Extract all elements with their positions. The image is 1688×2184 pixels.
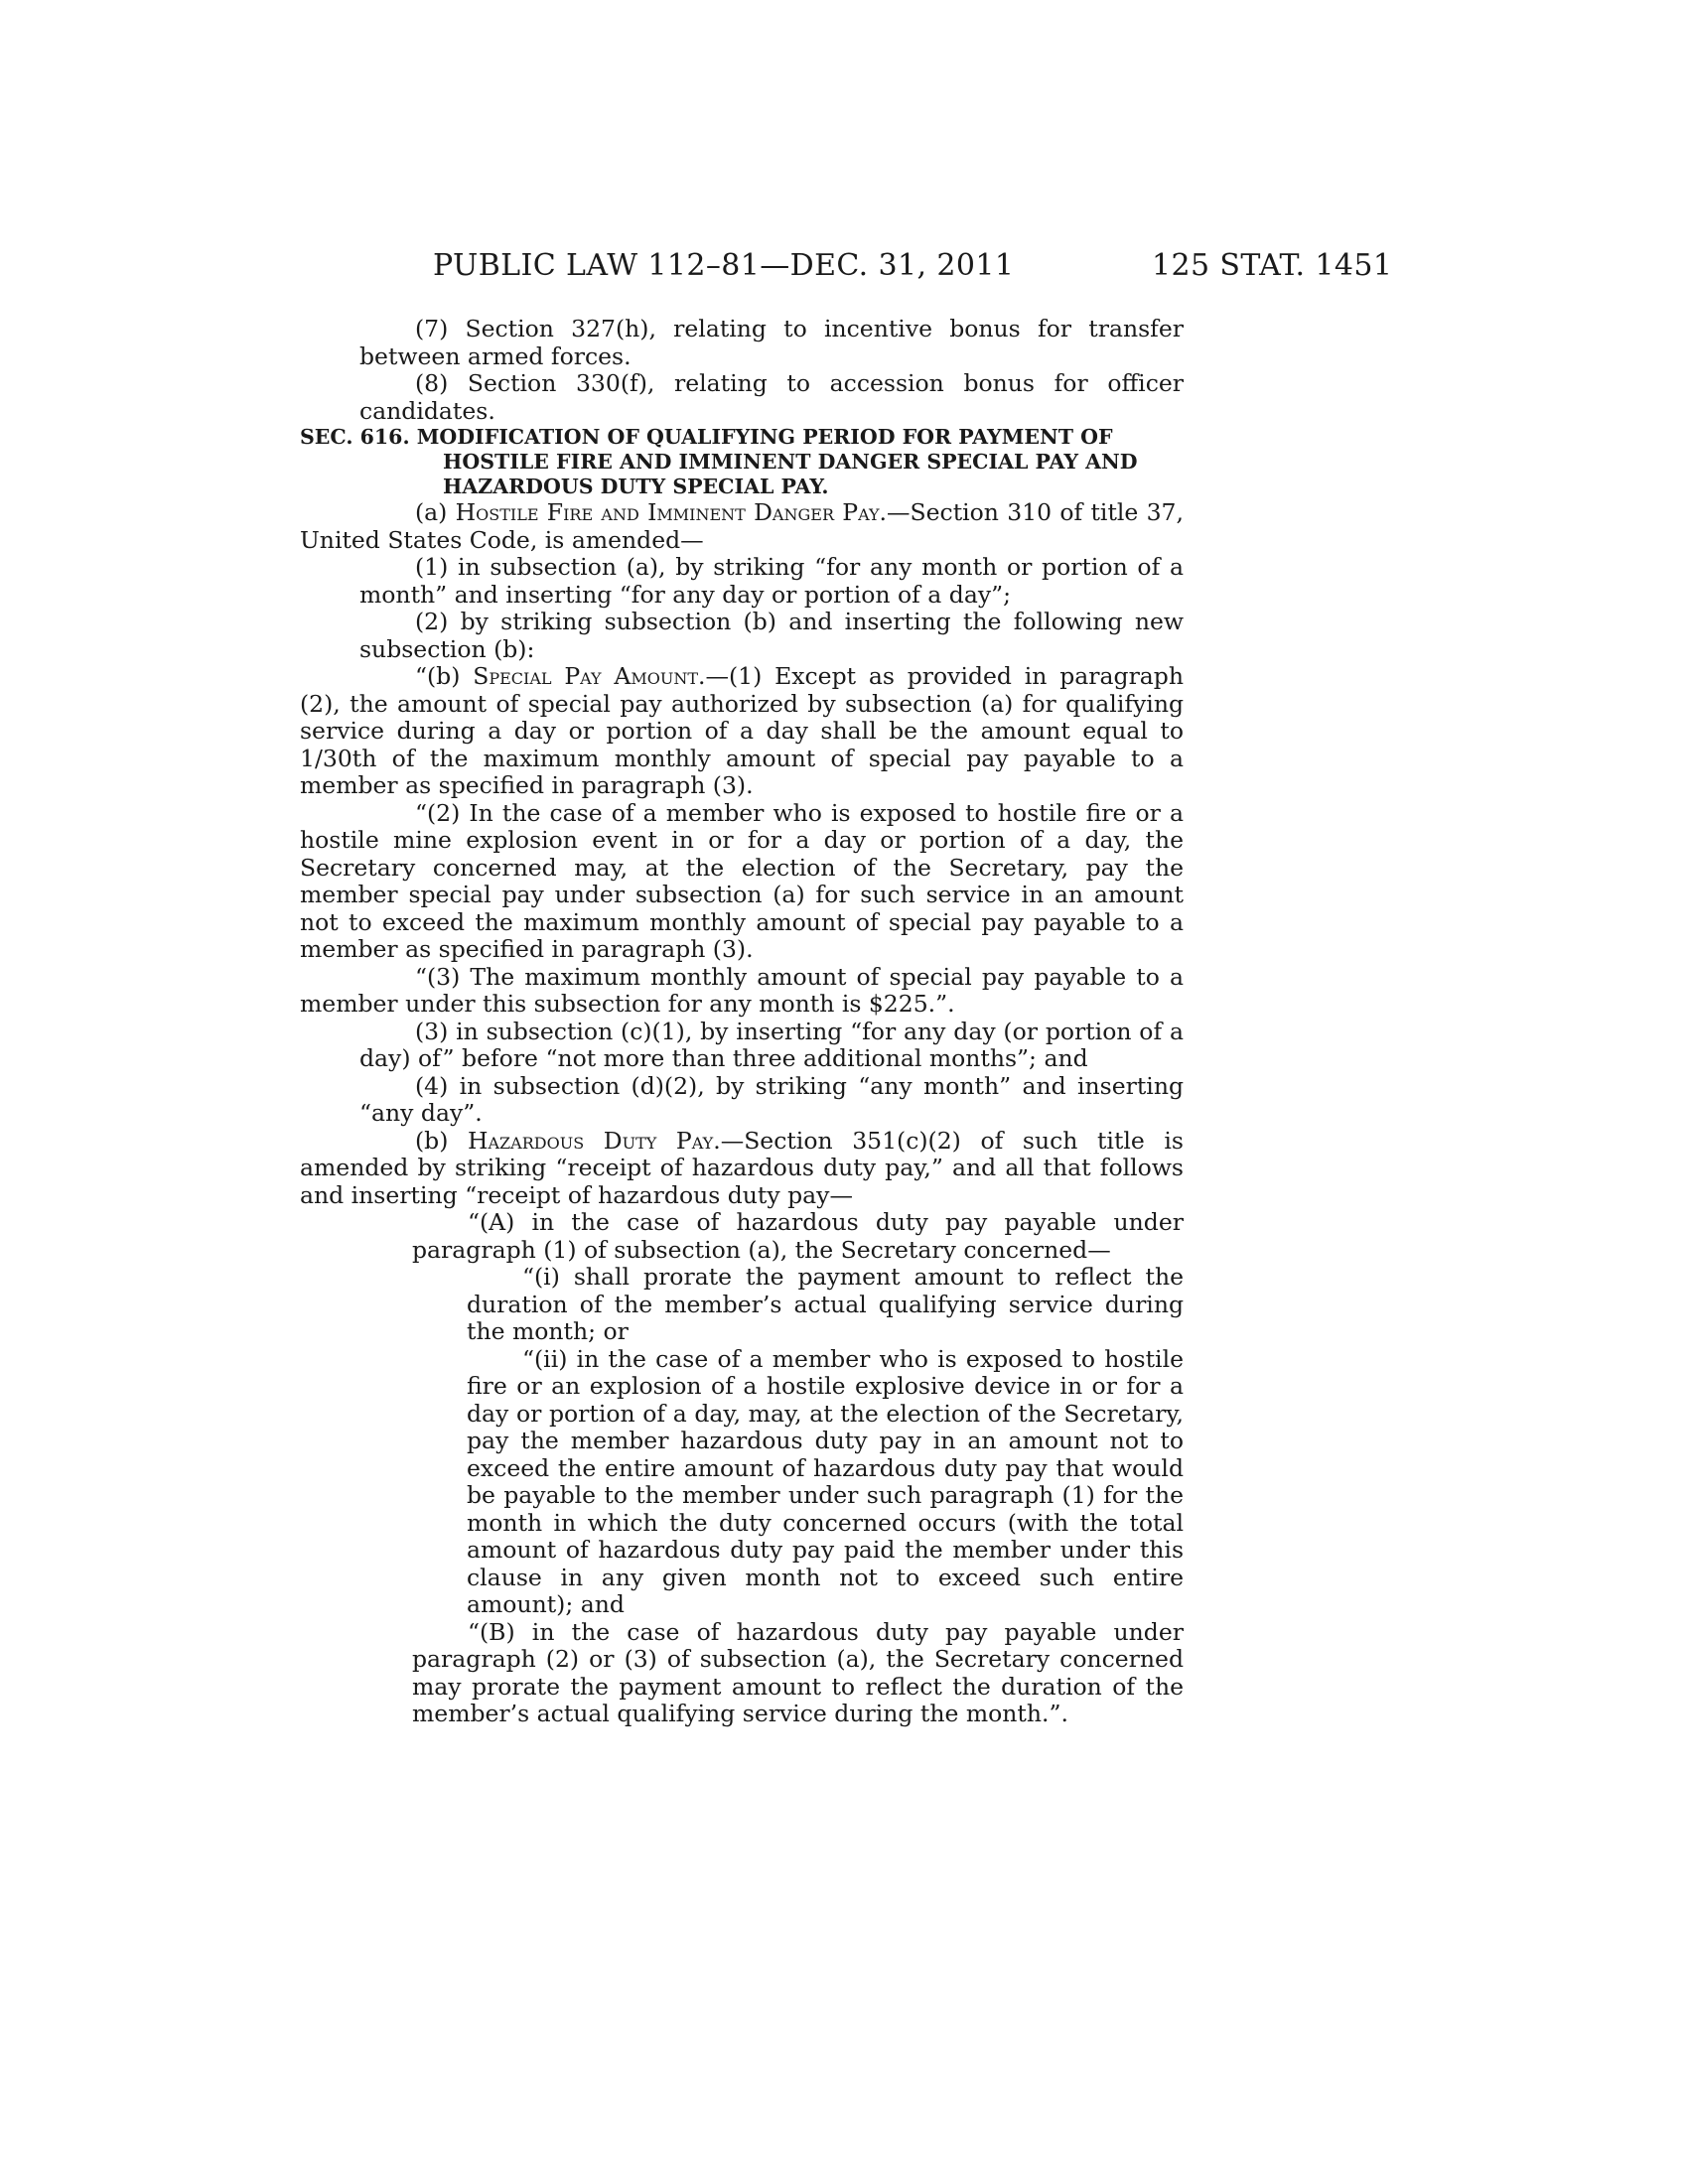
section-heading [300,425,1184,499]
paragraph-b3: “(3) The maximum monthly amount of special pay payable to a member under this subsection for any month is $225.”. [300,962,1184,1018]
document-body [300,316,1184,1728]
subsection-b-text: —Section 351(c)(2) of such title is amended by striking “receipt of hazardous duty pay,” and all that follows and inserting “receipt of hazardous duty pay— [300,1126,1184,1209]
paragraph-a4: (4) in subsection (d)(2), by striking “any month” and inserting “any day”. [359,1071,1184,1127]
clause-i: “(i) shall prorate the payment amount to reflect the duration of the member’s actual qualifying service during the month; or [467,1263,1184,1345]
paragraph-b2: “(2) In the case of a member who is exposed to hostile fire or a hostile mine explosion event in or for a day or portion of a day, the Secretary concerned may, at the election of the Secretary, pay the member special pay under subsection (a) for such service in an amount not to exceed the maximum monthly amount of special pay payable to a member as specified in paragraph (3). [300,798,1184,963]
page-header-stat: 125 STAT. 1451 [1152,248,1393,283]
new-subsection-b-prefix: “(b) [415,662,461,690]
subsection-b-prefix: (b) [415,1126,449,1155]
subsection-a-heading: Hostile Fire and Imminent Danger Pay. [455,498,888,526]
clause-ii: “(ii) in the case of a member who is exposed to hostile fire or an explosion of a hostile explosive device in or for a day or portion of a day, may, at the election of the Secretary, pay the member hazardous duty pay in an amount not to exceed the entire amount of hazardous duty pay that would be payable to the member under such paragraph (1) for the month in which the duty concerned occurs (with the total amount of hazardous duty pay paid the member under this clause in any given month not to exceed such entire amount); and [467,1344,1184,1618]
paragraph-item-7: (7) Section 327(h), relating to incentive bonus for transfer between armed forces. [359,315,1184,370]
new-subsection-b-text: —(1) Except as provided in paragraph (2), the amount of special pay authorized by subsection (a) for qualifying service during a day or portion of a day shall be the amount equal to 1/30th of the maximum monthly amount of special pay payable to a member as specified in paragraph (3). [300,662,1184,799]
subsection-a-text: —Section 310 of title 37, United States Code, is amended— [300,498,1184,554]
paragraph-a2: (2) by striking subsection (b) and inserting the following new subsection (b): [359,608,1184,663]
subsection-b-heading: Hazardous Duty Pay. [468,1126,721,1155]
new-subsection-b-heading: Special Pay Amount. [473,662,706,690]
subparagraph-A: “(A) in the case of hazardous duty pay payable under paragraph (1) of subsection (a), the Secretary concerned— [412,1208,1184,1264]
subparagraph-B: “(B) in the case of hazardous duty pay payable under paragraph (2) or (3) of subsection (a), the Secretary concerned may prorate the payment amount to reflect the duration of the member’s actual qualifying service during the month.”. [412,1617,1184,1727]
paragraph-a1: (1) in subsection (a), by striking “for any month or portion of a month” and inserting “for any day or portion of a day”; [359,553,1184,609]
section-title: MODIFICATION OF QUALIFYING PERIOD FOR PAYMENT OF HOSTILE FIRE AND IMMINENT DANGER SPECIAL PAY AND HAZARDOUS DUTY SPECIAL PAY. [416,425,1138,498]
new-subsection-b [300,663,1184,800]
subsection-b-hazardous [300,1128,1184,1210]
subsection-a-prefix: (a) [415,498,448,526]
subsection-a [300,499,1184,554]
paragraph-item-8: (8) Section 330(f), relating to accession bonus for officer candidates. [359,369,1184,425]
paragraph-a3: (3) in subsection (c)(1), by inserting “for any day (or portion of a day) of” before “not more than three additional months”; and [359,1017,1184,1072]
section-number: SEC. 616. [300,425,410,449]
page-header-law: PUBLIC LAW 112–81—DEC. 31, 2011 [433,248,1015,283]
